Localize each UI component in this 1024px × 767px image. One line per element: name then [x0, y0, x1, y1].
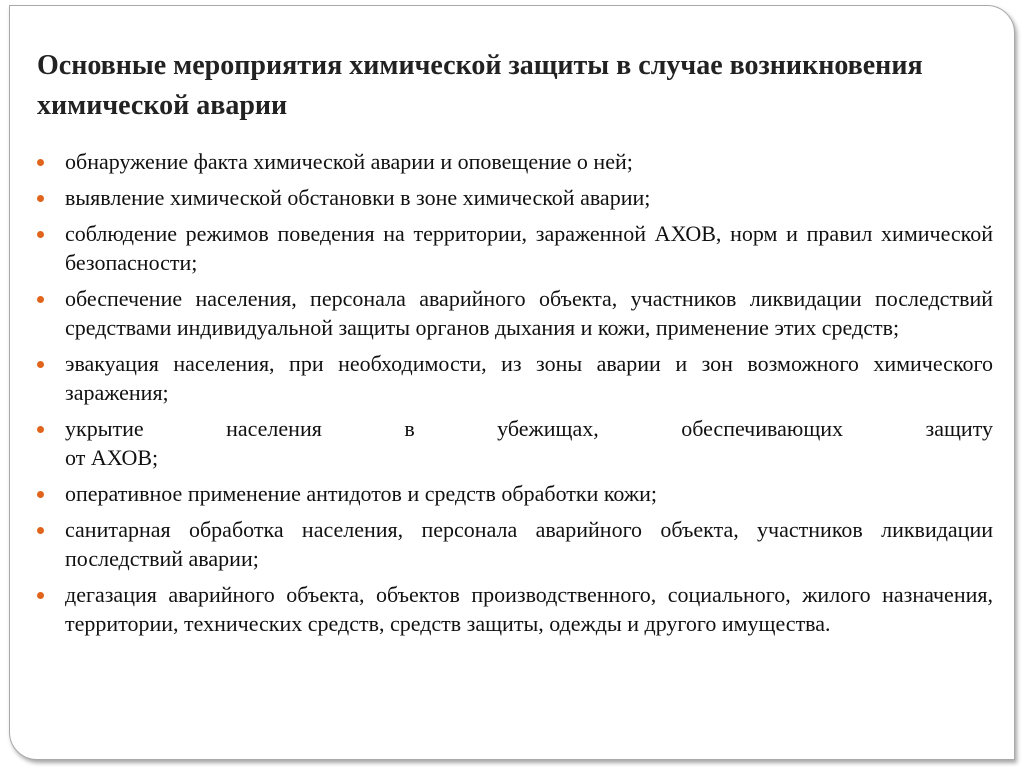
bullet-dot-icon: [37, 159, 44, 166]
list-item: [37, 219, 993, 277]
slide-frame: [9, 5, 1015, 760]
list-item-text: соблюдение режимов поведения на территории, зараженной АХОВ, норм и правил химической безопасности;: [65, 221, 993, 275]
bullet-dot-icon: [37, 491, 44, 498]
list-item: [37, 580, 993, 638]
list-item-text: санитарная обработка населения, персонала аварийного объекта, участников ликвидации последствий аварии;: [65, 517, 993, 571]
bullet-list: [37, 147, 993, 645]
list-item: [37, 284, 993, 342]
list-item-text-continuation: от АХОВ;: [65, 445, 159, 470]
bullet-dot-icon: [37, 231, 44, 238]
list-item-text: оперативное применение антидотов и средств обработки кожи;: [65, 481, 657, 506]
list-item-text: обнаружение факта химической аварии и оповещение о ней;: [65, 149, 633, 174]
list-item-text: обеспечение населения, персонала аварийного объекта, участников ликвидации последствий средствами индивидуальной защиты органов дыхания и кожи, применение этих средств;: [65, 286, 993, 340]
list-item-text: эвакуация населения, при необходимости, из зоны аварии и зон возможного химического заражения;: [65, 351, 993, 405]
list-item-text: укрытие населения в убежищах, обеспечивающих защиту: [65, 416, 993, 441]
list-item: [37, 414, 993, 472]
list-item: [37, 515, 993, 573]
bullet-dot-icon: [37, 195, 44, 202]
list-item-text: дегазация аварийного объекта, объектов производственного, социального, жилого назначения, территории, технических средств, средств защиты, одежды и другого имущества.: [65, 582, 993, 636]
list-item: [37, 349, 993, 407]
bullet-dot-icon: [37, 296, 44, 303]
bullet-dot-icon: [37, 527, 44, 534]
slide-title: Основные мероприятия химической защиты в случае возникновения химической аварии: [37, 50, 923, 121]
bullet-dot-icon: [37, 361, 44, 368]
list-item: [37, 183, 993, 212]
list-item: [37, 147, 993, 176]
bullet-dot-icon: [37, 592, 44, 599]
list-item-text: выявление химической обстановки в зоне химической аварии;: [65, 185, 651, 210]
list-item: [37, 479, 993, 508]
bullet-dot-icon: [37, 426, 44, 433]
